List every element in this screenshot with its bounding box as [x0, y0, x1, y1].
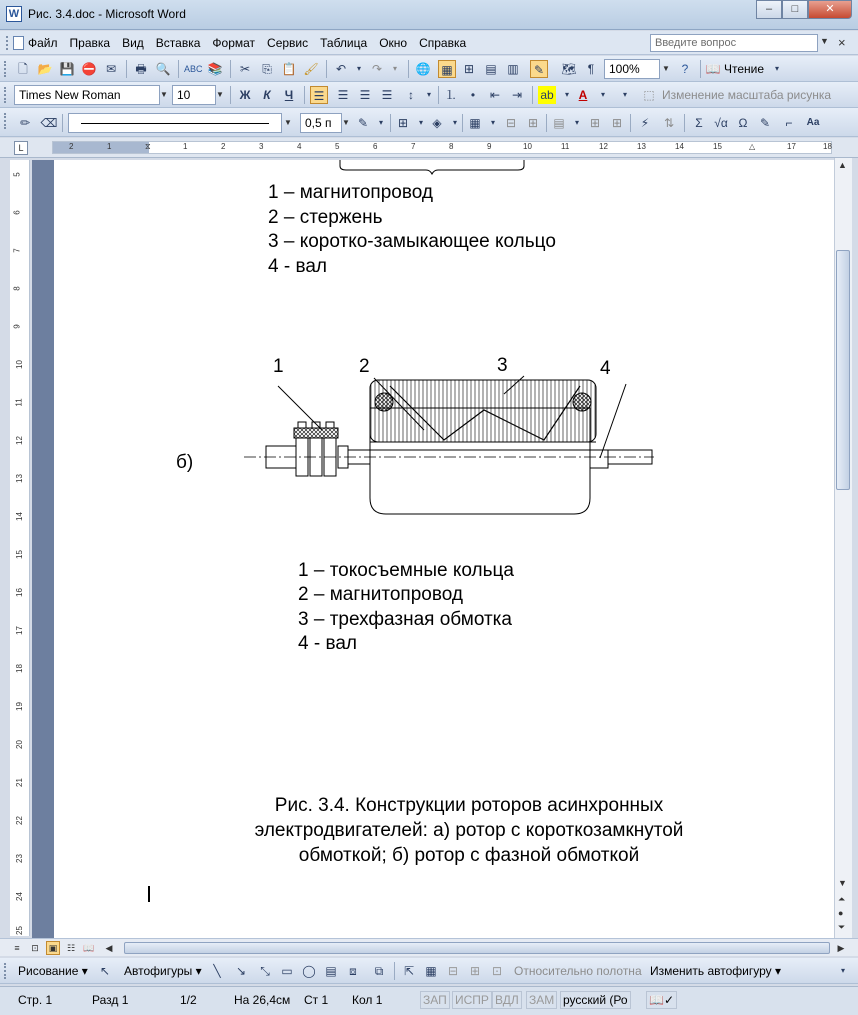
toolbar-options-icon[interactable]: ▾: [774, 64, 779, 73]
drawing-toolbar: [0, 958, 858, 984]
borders-icon[interactable]: ⊞: [397, 116, 409, 130]
status-section: Разд 1: [92, 993, 129, 1007]
fit-icon[interactable]: ⊟: [447, 964, 459, 978]
align-right-icon[interactable]: ☰: [359, 88, 371, 102]
border-color-dropdown-icon[interactable]: ▾: [378, 118, 383, 127]
connector-icon[interactable]: ⤡: [260, 964, 270, 978]
vruler-label: 24: [14, 892, 24, 901]
numbering-icon[interactable]: ⒈: [444, 88, 457, 102]
status-page: Стр. 1: [18, 993, 53, 1007]
increase-indent-icon[interactable]: ⇥: [511, 88, 523, 102]
vruler-label: 16: [14, 588, 24, 597]
spelling-status-icon[interactable]: 📖✓: [646, 991, 677, 1009]
align-center-icon[interactable]: ☰: [337, 88, 349, 102]
line-style-dropdown-icon[interactable]: ▼: [284, 118, 292, 127]
redo-icon[interactable]: ↷: [371, 62, 383, 76]
normal-view-icon[interactable]: ≡: [14, 943, 20, 953]
print-icon[interactable]: 🖶: [135, 62, 147, 76]
draw-tool-icon[interactable]: ✎: [759, 116, 771, 130]
rectangle-tool-icon[interactable]: ▭: [281, 964, 293, 978]
insert-table-icon[interactable]: ⊞: [463, 62, 475, 76]
split-cells-icon[interactable]: ⊞: [527, 116, 539, 130]
underline-button[interactable]: Ч: [284, 88, 294, 102]
horizontal-scroll-thumb[interactable]: [124, 942, 830, 954]
close-document-button[interactable]: ×: [838, 35, 846, 50]
merge-cells-icon[interactable]: ⊟: [505, 116, 517, 130]
group-icon[interactable]: ⧈: [349, 964, 357, 978]
caption-line-2: электродвигателей: а) ротор с короткозамкнутой: [254, 820, 684, 841]
ruler-label: 2: [221, 142, 226, 151]
oval-tool-icon[interactable]: ◯: [302, 964, 316, 978]
vertical-ruler[interactable]: [10, 160, 30, 936]
italic-button[interactable]: К: [263, 88, 271, 102]
right-indent-marker[interactable]: △: [749, 142, 756, 151]
menu-format[interactable]: Формат: [212, 36, 256, 50]
tables-borders-icon[interactable]: ▦: [438, 60, 456, 78]
zoom-combo[interactable]: 100%: [604, 59, 660, 79]
columns-icon[interactable]: ▥: [507, 62, 519, 76]
eraser-icon[interactable]: ⌫: [40, 116, 58, 130]
status-column: Кол 1: [352, 993, 383, 1007]
figure-a-bottom-edge: [54, 160, 834, 180]
menu-help[interactable]: Справка: [419, 36, 467, 50]
menu-file[interactable]: Файл: [28, 36, 58, 50]
figure-b-callout-1: 1: [273, 356, 284, 377]
previous-page-icon[interactable]: ⏶: [838, 894, 846, 904]
maximize-button[interactable]: □: [782, 0, 808, 19]
menu-view[interactable]: Вид: [122, 36, 144, 50]
line-spacing-icon[interactable]: ↕: [408, 88, 414, 102]
vruler-label: 5: [12, 172, 22, 177]
font-color-icon[interactable]: A: [578, 88, 588, 102]
vruler-label: 9: [12, 324, 22, 329]
cut-icon[interactable]: ✂: [239, 62, 251, 76]
distribute-rows-icon[interactable]: ⊞: [589, 116, 601, 130]
ruler-label: 1: [107, 142, 112, 151]
insert-table-dropdown-icon[interactable]: ▾: [490, 118, 495, 127]
shading-dropdown-icon[interactable]: ▾: [452, 118, 457, 127]
vertical-scroll-thumb[interactable]: [836, 250, 850, 490]
ruler-label: 5: [335, 142, 340, 151]
status-record-macro[interactable]: ЗАП: [420, 991, 450, 1009]
scroll-left-icon[interactable]: ◀: [105, 943, 113, 953]
textbox-icon[interactable]: ▤: [325, 964, 337, 978]
symbol-omega-icon[interactable]: Ω: [738, 116, 748, 130]
vruler-label: 17: [14, 626, 24, 635]
status-extend-selection[interactable]: ВДЛ: [492, 991, 522, 1009]
expand-icon[interactable]: ⊞: [469, 964, 481, 978]
toolbar-options-icon[interactable]: ▾: [840, 966, 845, 975]
vruler-label: 18: [14, 664, 24, 673]
standard-toolbar: [0, 56, 858, 82]
print-preview-icon[interactable]: 🔍: [155, 62, 171, 76]
vruler-label: 10: [14, 360, 24, 369]
tab-selector[interactable]: L: [14, 141, 28, 155]
ruler-label: 9: [487, 142, 492, 151]
ruler-ticks: [53, 142, 833, 153]
title-bar: [0, 0, 858, 30]
cell-align-icon[interactable]: ▤: [553, 116, 565, 130]
vruler-label: 6: [12, 210, 22, 215]
superscript-icon[interactable]: ⌐: [785, 116, 793, 130]
decrease-indent-icon[interactable]: ⇤: [489, 88, 501, 102]
font-size-combo[interactable]: 10: [172, 85, 216, 105]
font-size-dropdown-icon[interactable]: ▼: [216, 90, 224, 99]
toolbar-options-icon[interactable]: ▾: [622, 90, 627, 99]
tables-borders-toolbar: [0, 108, 858, 137]
reading-mode-icon[interactable]: 📖: [705, 62, 721, 76]
window-title: Рис. 3.4.doc - Microsoft Word: [28, 7, 186, 21]
status-position: На 26,4см: [234, 993, 291, 1007]
vruler-label: 12: [14, 436, 24, 445]
vruler-label: 8: [12, 286, 22, 291]
legend-b-item-2: 2 – магнитопровод: [298, 584, 463, 605]
ruler-label: 1: [183, 142, 188, 151]
figure-caption: [204, 793, 734, 868]
status-pages: 1/2: [180, 993, 197, 1007]
vruler-label: 23: [14, 854, 24, 863]
drawing-menu-button[interactable]: Рисование ▾: [18, 964, 88, 978]
vertical-scrollbar[interactable]: [834, 158, 852, 938]
caption-line-1: Рис. 3.4. Конструкции роторов асинхронных: [274, 795, 664, 816]
bold-button[interactable]: Ж: [239, 88, 251, 102]
ruler-label: 18: [823, 142, 832, 151]
email-icon[interactable]: ✉: [105, 62, 117, 76]
formatting-toolbar: [0, 82, 858, 108]
minimize-button[interactable]: –: [756, 0, 782, 19]
open-folder-icon[interactable]: 📂: [37, 62, 53, 76]
picture-scale-label: Изменение масштаба рисунка: [662, 88, 832, 102]
undo-dropdown-icon[interactable]: ▾: [356, 64, 361, 73]
ruler-label: 12: [599, 142, 608, 151]
outline-view-icon[interactable]: ☷: [66, 943, 76, 953]
web-layout-icon[interactable]: ⊡: [31, 943, 39, 953]
figure-b-callout-3: 3: [497, 355, 508, 376]
figure-b-wound-rotor-drawing: [174, 350, 654, 540]
toolbar-grip-handle[interactable]: [4, 61, 7, 77]
ruler-track[interactable]: [52, 141, 832, 154]
document-icon[interactable]: [13, 36, 24, 50]
new-document-icon[interactable]: 🗋: [18, 62, 28, 76]
next-page-icon[interactable]: ⏷: [838, 922, 846, 932]
scale-icon[interactable]: ⊡: [491, 964, 503, 978]
font-color-dropdown-icon[interactable]: ▾: [600, 90, 605, 99]
toolbar-grip-handle[interactable]: [4, 87, 7, 103]
ruler-label: 15: [713, 142, 722, 151]
highlight-dropdown-icon[interactable]: ▾: [564, 90, 569, 99]
vruler-label: 19: [14, 702, 24, 711]
ruler-label: 17: [787, 142, 796, 151]
status-line: Ст 1: [304, 993, 329, 1007]
select-multiple-icon[interactable]: ⇱: [403, 964, 415, 978]
menu-tools[interactable]: Сервис: [267, 36, 309, 50]
document-area: [32, 160, 834, 938]
horizontal-ruler: [0, 138, 858, 158]
insert-table-icon[interactable]: ▦: [469, 116, 481, 130]
vruler-label: 15: [14, 550, 24, 559]
font-name-combo[interactable]: Times New Roman: [14, 85, 160, 105]
draw-table-icon[interactable]: ✏: [19, 116, 31, 130]
hyperlink-icon[interactable]: 🌐: [415, 62, 431, 76]
distribute-columns-icon[interactable]: ⊞: [611, 116, 623, 130]
legend-a-item-1: 1 – магнитопровод: [268, 182, 433, 203]
shading-icon[interactable]: ◈: [432, 116, 442, 130]
legend-a-item-2: 2 – стержень: [268, 207, 383, 228]
scroll-right-icon[interactable]: ▶: [837, 943, 845, 953]
grid-icon[interactable]: ▦: [425, 964, 437, 978]
picture-scale-icon: ⬚: [643, 88, 655, 102]
vruler-label: 22: [14, 816, 24, 825]
ruler-label: 10: [523, 142, 532, 151]
figure-b-callout-2: 2: [359, 356, 370, 377]
line-tool-icon[interactable]: ╲: [213, 964, 221, 978]
ruler-label: 3: [259, 142, 264, 151]
vruler-label: 21: [14, 778, 24, 787]
research-icon[interactable]: 📚: [207, 62, 223, 76]
save-icon[interactable]: 💾: [59, 62, 75, 76]
reading-mode-button[interactable]: Чтение: [724, 62, 765, 76]
line-style-combo[interactable]: [68, 113, 282, 133]
menu-grip-handle[interactable]: [6, 36, 9, 50]
ruler-label: 4: [297, 142, 302, 151]
line-spacing-dropdown-icon[interactable]: ▾: [426, 90, 431, 99]
show-hide-pilcrow-icon[interactable]: ¶: [587, 62, 595, 76]
ruler-label: 11: [561, 142, 570, 151]
document-page[interactable]: [54, 160, 834, 938]
spelling-icon[interactable]: ABC: [184, 64, 203, 74]
caption-line-3: обмоткой; б) ротор с фазной обмоткой: [298, 845, 640, 866]
close-button[interactable]: ✕: [808, 0, 852, 19]
horizontal-scrollbar[interactable]: [0, 938, 858, 956]
status-bar: [0, 986, 858, 1015]
help-icon[interactable]: ?: [681, 62, 689, 76]
figure-b-callout-4: 4: [600, 358, 611, 379]
ask-question-dropdown-icon[interactable]: ▼: [820, 36, 829, 46]
copy-icon[interactable]: ⎘: [262, 62, 272, 76]
menu-edit[interactable]: Правка: [69, 36, 111, 50]
change-case-icon[interactable]: Aa: [806, 117, 820, 128]
permission-icon[interactable]: ⛔: [81, 62, 97, 76]
autosum-icon[interactable]: Σ: [695, 116, 703, 130]
relative-to-canvas-button[interactable]: Относительно полотна: [514, 964, 642, 978]
ruler-label: 8: [449, 142, 454, 151]
border-color-icon[interactable]: ✎: [357, 116, 369, 130]
text-cursor: [148, 886, 150, 902]
reading-view-icon[interactable]: 📖: [83, 943, 95, 953]
vruler-label: 13: [14, 474, 24, 483]
status-overtype[interactable]: ЗАМ: [526, 991, 557, 1009]
menu-bar: [0, 31, 858, 55]
menu-window[interactable]: Окно: [379, 36, 408, 50]
window-controls: [756, 0, 852, 20]
vruler-label: 7: [12, 248, 22, 253]
vruler-label: 11: [14, 398, 24, 407]
vruler-label: 14: [14, 512, 24, 521]
legend-a-item-4: 4 - вал: [268, 256, 327, 277]
ruler-label: 2: [69, 142, 74, 151]
align-left-icon[interactable]: ☰: [310, 86, 328, 104]
equation-icon[interactable]: √α: [714, 116, 728, 130]
menu-table[interactable]: Таблица: [320, 36, 368, 50]
line-style-sample: [81, 123, 269, 124]
scroll-down-icon[interactable]: ▼: [838, 878, 847, 888]
legend-b-item-4: 4 - вал: [298, 633, 357, 654]
autoshapes-menu-button[interactable]: Автофигуры ▾: [124, 964, 202, 978]
status-track-changes[interactable]: ИСПР: [452, 991, 492, 1009]
select-objects-icon[interactable]: ↖: [99, 964, 111, 978]
ask-question-input[interactable]: Введите вопрос: [650, 34, 818, 52]
left-indent-marker[interactable]: ⧖: [145, 142, 151, 151]
document-map-icon[interactable]: 🗺: [561, 62, 577, 76]
text-direction-icon[interactable]: ⇅: [663, 116, 675, 130]
print-layout-icon[interactable]: ▣: [46, 941, 60, 955]
cell-align-dropdown-icon[interactable]: ▾: [574, 118, 579, 127]
borders-dropdown-icon[interactable]: ▾: [418, 118, 423, 127]
legend-b-item-3: 3 – трехфазная обмотка: [298, 609, 512, 630]
insert-excel-icon[interactable]: ▤: [485, 62, 497, 76]
ungroup-icon[interactable]: ⧉: [374, 964, 384, 978]
scroll-up-icon[interactable]: ▲: [838, 160, 847, 170]
ruler-label: 14: [675, 142, 684, 151]
legend-a-item-3: 3 – коротко-замыкающее кольцо: [268, 231, 556, 252]
change-autoshape-button[interactable]: Изменить автофигуру ▾: [650, 964, 781, 978]
line-width-combo[interactable]: 0,5 п: [300, 113, 342, 133]
undo-icon[interactable]: ↶: [335, 62, 347, 76]
arrow-tool-icon[interactable]: ↘: [235, 964, 247, 978]
line-width-dropdown-icon[interactable]: ▼: [342, 118, 350, 127]
ruler-label: 6: [373, 142, 378, 151]
word-app-icon[interactable]: W: [6, 6, 22, 22]
paste-icon[interactable]: 📋: [281, 62, 297, 76]
font-name-dropdown-icon[interactable]: ▼: [160, 90, 168, 99]
legend-b-item-1: 1 – токосъемные кольца: [298, 560, 514, 581]
browse-object-icon[interactable]: ●: [838, 908, 844, 918]
ruler-label: 7: [411, 142, 416, 151]
menu-insert[interactable]: Вставка: [155, 36, 201, 50]
bullets-icon[interactable]: •: [470, 88, 476, 102]
figure-b-label: б): [176, 452, 194, 473]
highlight-icon[interactable]: ab: [538, 86, 556, 104]
format-painter-icon[interactable]: 🖌: [303, 62, 319, 76]
table-autoformat-icon[interactable]: ⚡: [640, 116, 650, 130]
toolbar-grip-handle[interactable]: [4, 113, 7, 129]
toolbar-grip-handle[interactable]: [4, 963, 7, 979]
ruler-label: 13: [637, 142, 646, 151]
status-language[interactable]: русский (Ро: [560, 991, 631, 1009]
menu-items: [28, 35, 466, 51]
redo-dropdown-icon[interactable]: ▾: [392, 64, 397, 73]
drawing-toggle-icon[interactable]: ✎: [530, 60, 548, 78]
zoom-dropdown-icon[interactable]: ▼: [662, 64, 670, 73]
vruler-label: 25: [14, 926, 24, 935]
justify-icon[interactable]: ☰: [381, 88, 393, 102]
vruler-label: 20: [14, 740, 24, 749]
